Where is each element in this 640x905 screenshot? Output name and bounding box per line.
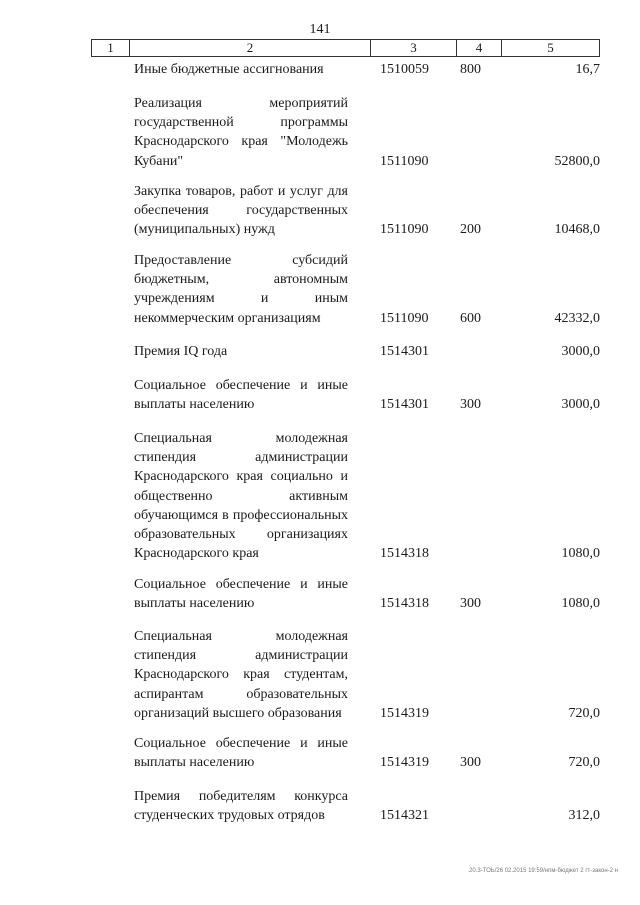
row-sum: 42332,0 (554, 310, 600, 326)
page-number: 141 (309, 22, 331, 37)
row-sum: 10468,0 (554, 222, 600, 238)
row-name: Премия победителям конкурса студенческих трудовых отрядов (134, 789, 348, 824)
row-name: Социальное обеспечение и иные выплаты населению (134, 577, 348, 612)
row-code: 1514318 (380, 596, 429, 612)
row-name: Специальная молодежная стипендия администрации Краснодарского края социально и общественно активным обучающимся в профессиональных образовательных организациях Краснодарского края (134, 431, 348, 562)
column-header-4: 4 (457, 40, 502, 57)
row-sum: 720,0 (568, 755, 600, 771)
column-header-3: 3 (371, 40, 457, 57)
row-code: 1511090 (380, 153, 429, 169)
row-sum: 1080,0 (561, 596, 600, 612)
row-sum: 3000,0 (561, 397, 600, 413)
column-header-row (92, 40, 600, 57)
row-name: Реализация мероприятий государственной программы Краснодарского края "Молодежь Кубани" (134, 96, 348, 169)
row-sum: 720,0 (568, 705, 600, 721)
row-name: Предоставление субсидий бюджетным, автономным учреждениям и иным некоммерческим организациям (134, 253, 348, 326)
row-code: 1514319 (380, 755, 429, 771)
row-expense-type: 200 (460, 222, 481, 238)
row-expense-type: 300 (460, 397, 481, 413)
row-name: Социальное обеспечение и иные выплаты населению (134, 378, 348, 413)
row-sum: 312,0 (568, 808, 600, 824)
row-sum: 52800,0 (554, 153, 600, 169)
row-code: 1514319 (380, 705, 429, 721)
column-header-1: 1 (92, 40, 130, 57)
document-footer-stamp: 20.3-ТОЬ/26 02.2015 19:59/нпм-бюджет 2 гт-закон-2 н (469, 868, 618, 874)
row-name: Закупка товаров, работ и услуг для обеспечения государственных (муниципальных) нужд (134, 184, 348, 238)
column-header-2: 2 (130, 40, 371, 57)
row-expense-type: 300 (460, 755, 481, 771)
row-code: 1511090 (380, 222, 429, 238)
row-code: 1514318 (380, 546, 429, 562)
row-code: 1514321 (380, 808, 429, 824)
row-expense-type: 800 (460, 62, 481, 77)
row-code: 1514301 (380, 397, 429, 413)
row-name: Социальное обеспечение и иные выплаты населению (134, 736, 348, 771)
row-code: 1510059 (380, 62, 429, 77)
column-header-table (91, 39, 600, 57)
row-sum: 1080,0 (561, 546, 600, 562)
row-code: 1514301 (380, 344, 429, 359)
row-expense-type: 600 (460, 310, 481, 326)
row-code: 1511090 (380, 310, 429, 326)
row-sum: 16,7 (575, 62, 600, 77)
row-name: Иные бюджетные ассигнования (134, 62, 324, 77)
row-name: Специальная молодежная стипендия администрации Краснодарского края студентам, аспирантам образовательных организаций высшего образования (134, 629, 348, 721)
row-name: Премия IQ года (134, 344, 228, 359)
row-sum: 3000,0 (561, 344, 600, 359)
column-header-5: 5 (502, 40, 600, 57)
row-expense-type: 300 (460, 596, 481, 612)
